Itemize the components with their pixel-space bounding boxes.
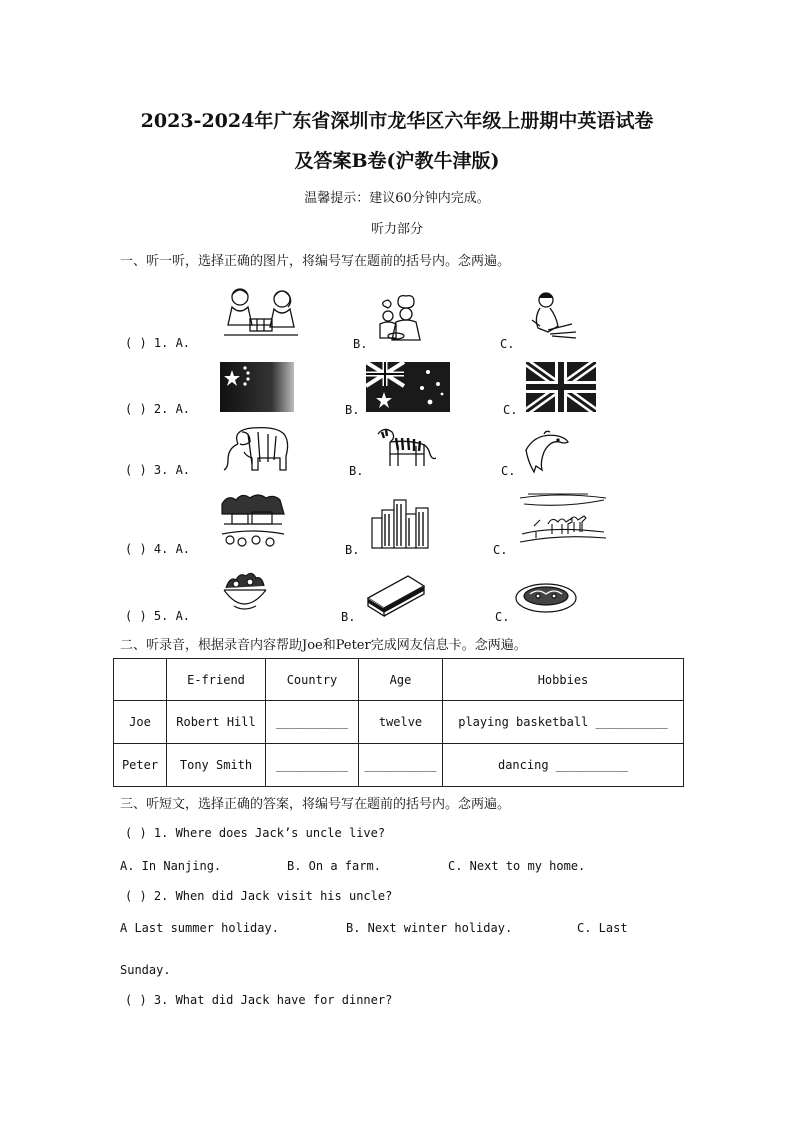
sandwich-picture (364, 572, 428, 622)
table-cell: twelve (359, 701, 443, 744)
table-header-cell: Age (359, 659, 443, 701)
part3-q1-option-a: A. In Nanjing. (120, 859, 222, 873)
part3-q1-option-b: B. On a farm. (287, 859, 381, 873)
part2-heading: 二、听录音，根据录音内容帮助Joe和Peter完成网友信息卡。念两遍。 (120, 638, 527, 653)
table-header-cell: Hobbies (443, 659, 684, 701)
table-header-cell (114, 659, 167, 701)
q4-number: ( ) 4. A. (125, 542, 191, 556)
food-plate-picture (514, 576, 578, 614)
city-buildings-picture (368, 498, 432, 550)
table-cell: __________ (266, 744, 359, 787)
part3-q2-option-c: C. Last (577, 921, 628, 935)
person-working-picture (518, 290, 582, 342)
q2-number: ( ) 2. A. (125, 402, 191, 416)
part3-q3: ( ) 3. What did Jack have for dinner? (125, 993, 393, 1007)
table-header-cell: Country (266, 659, 359, 701)
part3-q2-option-b: B. Next winter holiday. (346, 921, 513, 935)
document-title-line2: 及答案B卷(沪教牛津版) (294, 150, 500, 172)
part3-q1: ( ) 1. Where does Jack’s uncle live? (125, 826, 386, 840)
part3-q2: ( ) 2. When did Jack visit his uncle? (125, 889, 393, 903)
q3-option-b: B. (349, 464, 364, 478)
table-cell: __________ (359, 744, 443, 787)
uk-flag-picture (526, 362, 596, 412)
desert-camels-picture (518, 490, 608, 548)
q4-option-c: C. (493, 543, 508, 557)
part3-q1-option-c: C. Next to my home. (448, 859, 586, 873)
q2-option-b: B. (345, 403, 360, 417)
q1-option-c: C. (500, 337, 515, 351)
salad-bowl-picture (220, 570, 270, 614)
countryside-village-picture (220, 494, 286, 550)
section-label: 听力部分 (370, 222, 423, 237)
part1-heading: 一、听一听，选择正确的图片，将编号写在题前的括号内。念两遍。 (120, 254, 511, 269)
part3-heading: 三、听短文，选择正确的答案，将编号写在题前的括号内。念两遍。 (120, 797, 511, 812)
part3-q2-option-c-continued: Sunday. (120, 963, 171, 977)
table-cell: Joe (114, 701, 167, 744)
table-header-cell: E-friend (167, 659, 266, 701)
table-header-row (114, 659, 684, 701)
table-cell: Tony Smith (167, 744, 266, 787)
q2-option-c: C. (503, 403, 518, 417)
tip-text: 温馨提示：建议60分钟内完成。 (304, 191, 490, 206)
q5-option-b: B. (341, 610, 356, 624)
q1-option-b: B. (353, 337, 368, 351)
document-title-line1: 2023-2024年广东省深圳市龙华区六年级上册期中英语试卷 (140, 110, 654, 132)
part3-q2-option-a: A Last summer holiday. (120, 921, 279, 935)
table-cell: Peter (114, 744, 167, 787)
table-row (114, 744, 684, 787)
q4-option-b: B. (345, 543, 360, 557)
table-row (114, 701, 684, 744)
table-cell: Robert Hill (167, 701, 266, 744)
q5-option-c: C. (495, 610, 510, 624)
elephant-picture (222, 424, 292, 474)
kids-playing-chess-picture (220, 285, 302, 341)
q3-number: ( ) 3. A. (125, 463, 191, 477)
q1-number: ( ) 1. A. (125, 336, 191, 350)
q5-number: ( ) 5. A. (125, 609, 191, 623)
cooks-picture (376, 292, 436, 344)
table-cell: dancing __________ (443, 744, 684, 787)
table-cell: __________ (266, 701, 359, 744)
australia-flag-picture (366, 362, 450, 412)
tiger-picture (372, 424, 436, 472)
dolphin-picture (520, 428, 570, 474)
china-flag-picture (220, 362, 294, 412)
e-friend-info-table (113, 658, 684, 787)
table-cell: playing basketball __________ (443, 701, 684, 744)
q3-option-c: C. (501, 464, 516, 478)
